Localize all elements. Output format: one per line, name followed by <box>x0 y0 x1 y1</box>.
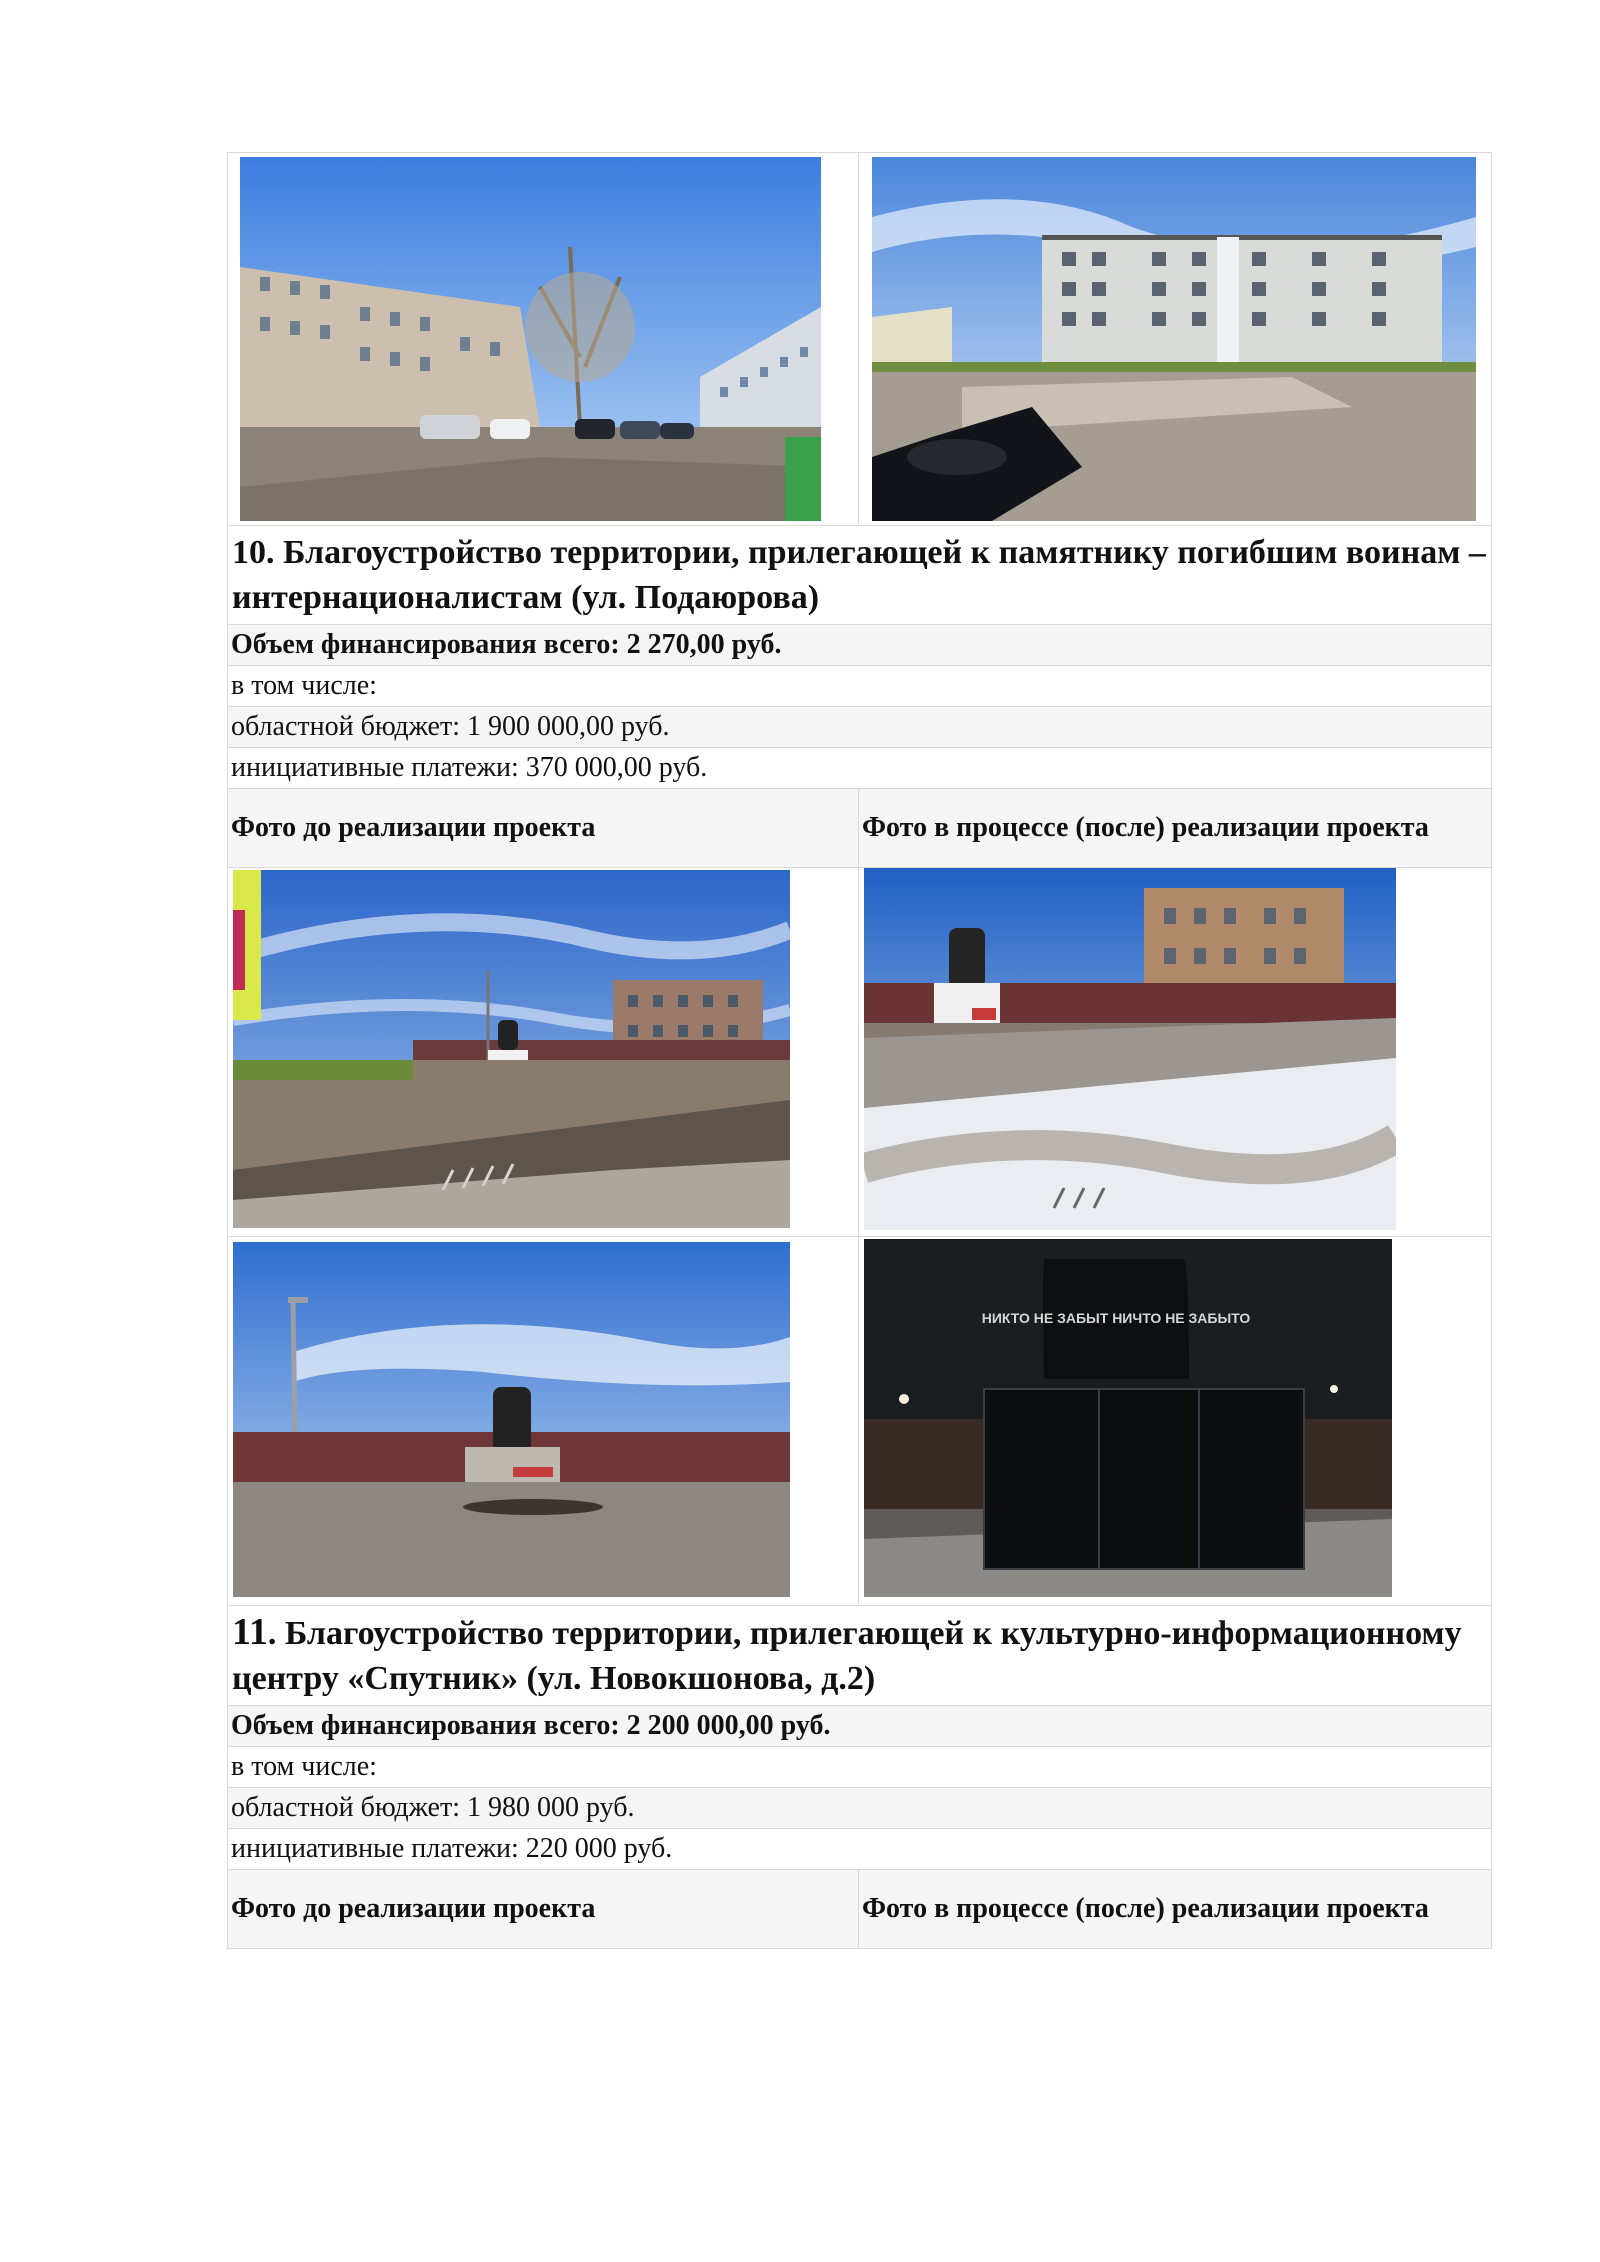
photo-cell-left <box>228 1237 859 1606</box>
projects-table <box>227 152 1492 1949</box>
project-11-title-text: . Благоустройство территории, прилегающей к культурно-информационному центру «Спутник» (ул. Новокшонова, д.2) <box>232 1615 1462 1697</box>
project-11-number: 11 <box>232 1611 268 1653</box>
project-11-title <box>228 1606 1492 1706</box>
photo-cell-right <box>859 868 1492 1237</box>
photo-apartment-yard-before <box>240 157 821 521</box>
photo-apartment-yard-after <box>872 157 1476 521</box>
project-11-photo-before-label: Фото до реализации проекта <box>228 1870 859 1949</box>
photo-cell-left <box>228 153 859 526</box>
project-10-title-text: Благоустройство территории, прилегающей к памятнику погибшим воинам – интернационалистам (ул. Подаюрова) <box>232 534 1486 616</box>
project-10-regional-budget: областной бюджет: 1 900 000,00 руб. <box>228 707 1492 748</box>
project-11-initiative-payments: инициативные платежи: 220 000 руб. <box>228 1829 1492 1870</box>
project-10-photo-before-label: Фото до реализации проекта <box>228 789 859 868</box>
project-10-including: в том числе: <box>228 666 1492 707</box>
project-10-number: 10. <box>232 534 275 571</box>
photo-memorial-before-1 <box>233 870 790 1228</box>
photo-memorial-after-night <box>864 1239 1392 1597</box>
project-11-funding-total: Объем финансирования всего: 2 200 000,00 руб. <box>228 1706 1492 1747</box>
project-11-including: в том числе: <box>228 1747 1492 1788</box>
photo-memorial-before-2 <box>233 1242 790 1597</box>
monument-inscription: НИКТО НЕ ЗАБЫТ НИЧТО НЕ ЗАБЫТО <box>981 1310 1251 1326</box>
photo-cell-right <box>859 1237 1492 1606</box>
photo-cell-left <box>228 868 859 1237</box>
project-11-regional-budget: областной бюджет: 1 980 000 руб. <box>228 1788 1492 1829</box>
project-10-initiative-payments: инициативные платежи: 370 000,00 руб. <box>228 748 1492 789</box>
photo-memorial-after-1 <box>864 868 1396 1230</box>
photo-cell-right <box>859 153 1492 526</box>
document-page <box>227 152 1491 1949</box>
project-11-photo-after-label: Фото в процессе (после) реализации проекта <box>859 1870 1492 1949</box>
project-10-funding-total: Объем финансирования всего: 2 270,00 руб. <box>228 625 1492 666</box>
project-10-photo-after-label: Фото в процессе (после) реализации проекта <box>859 789 1492 868</box>
project-10-title <box>228 526 1492 625</box>
